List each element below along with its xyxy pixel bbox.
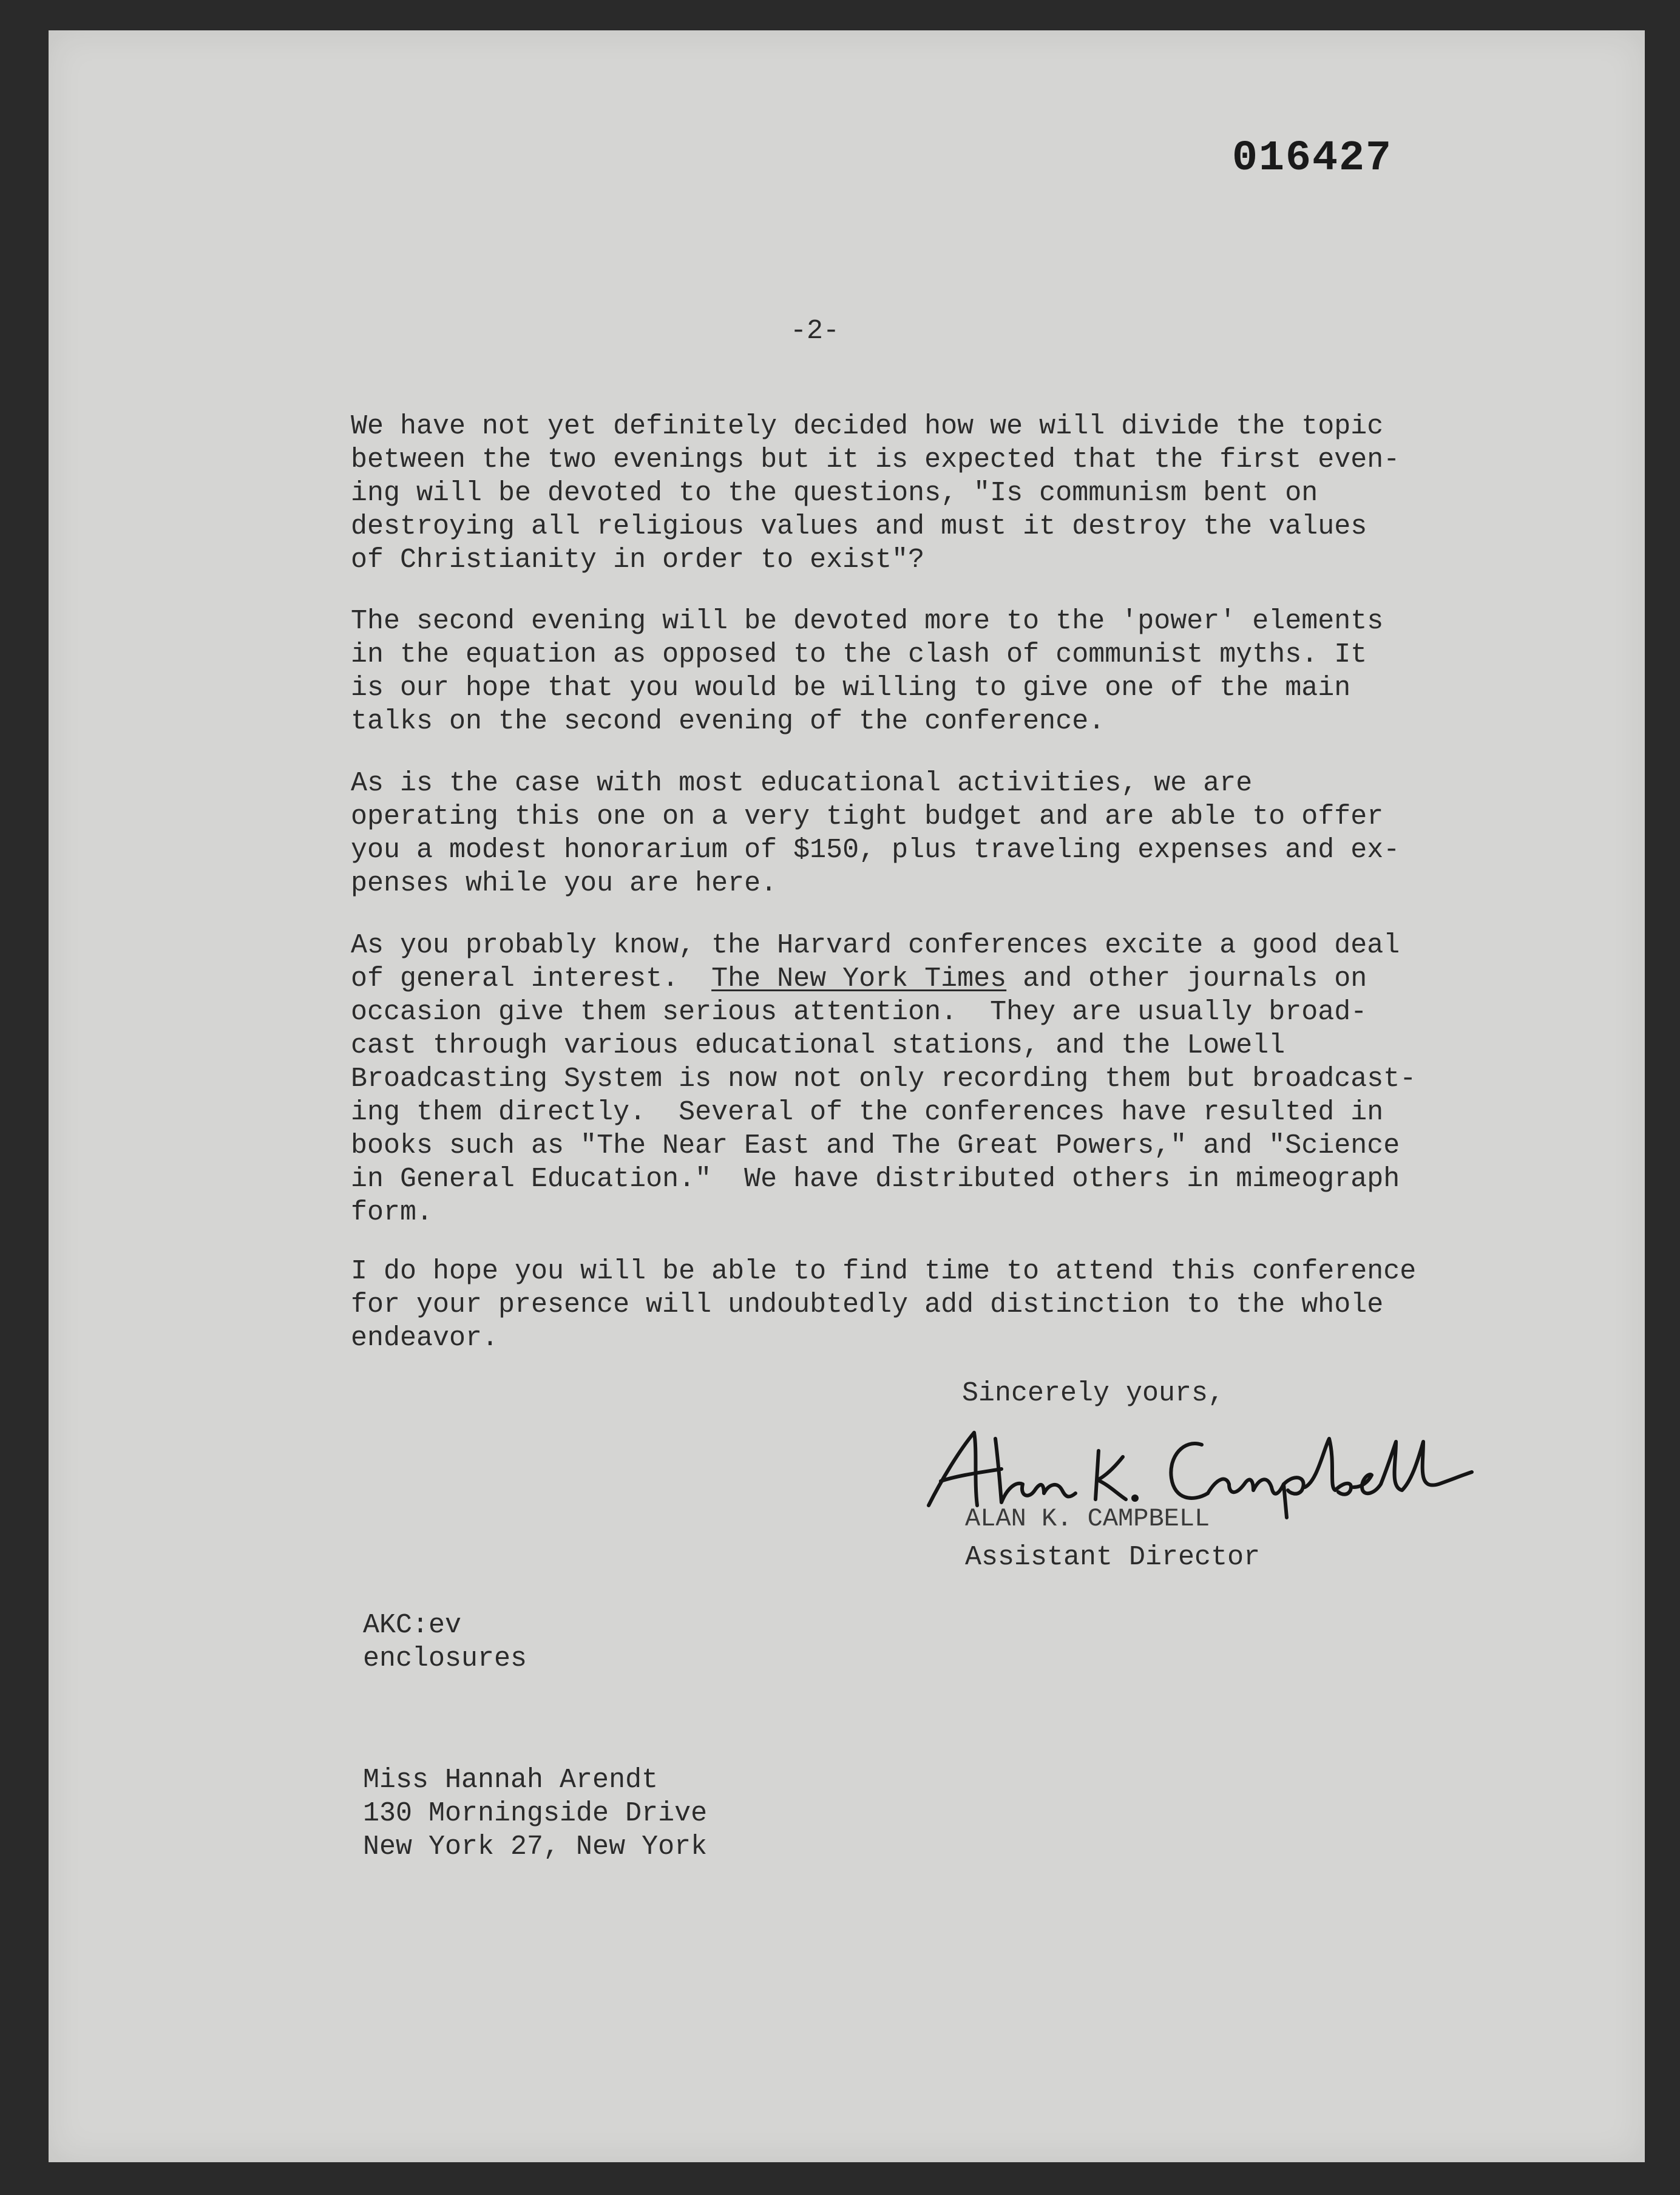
paragraph-line: As you probably know, the Harvard conferences excite a good deal <box>351 930 1400 961</box>
paragraph-3 <box>351 767 1407 900</box>
paragraph-line: We have not yet definitely decided how we will divide the topic <box>351 411 1384 442</box>
signer-name: ALAN K. CAMPBELL <box>965 1504 1210 1533</box>
signer-title: Assistant Director <box>965 1542 1261 1573</box>
paragraph-line: form. <box>351 1197 433 1228</box>
paragraph-line: between the two evenings but it is expected that the first even- <box>351 444 1400 475</box>
paragraph-line: As is the case with most educational activities, we are <box>351 768 1253 799</box>
paragraph-line: ing them directly. Several of the conferences have resulted in <box>351 1097 1384 1128</box>
newspaper-title: The New York Times <box>711 963 1007 994</box>
paragraph-line: in the equation as opposed to the clash of communist myths. It <box>351 639 1367 670</box>
paragraph-5 <box>351 1255 1417 1355</box>
line-text: and other journals on <box>1006 963 1367 994</box>
paragraph-line: destroying all religious values and must it destroy the values <box>351 511 1367 542</box>
paragraph-line: is our hope that you would be willing to give one of the main <box>351 673 1351 704</box>
paragraph-line: I do hope you will be able to find time to attend this conference <box>351 1256 1417 1287</box>
reference-block <box>363 1609 527 1675</box>
paragraph-line: ing will be devoted to the questions, "Is communism bent on <box>351 478 1318 509</box>
closing: Sincerely yours, <box>962 1378 1225 1409</box>
recipient-city: New York 27, New York <box>363 1831 708 1862</box>
page-marker: -2- <box>790 316 840 347</box>
paragraph-line: endeavor. <box>351 1323 499 1354</box>
recipient-street: 130 Morningside Drive <box>363 1798 708 1829</box>
recipient-name: Miss Hannah Arendt <box>363 1765 659 1796</box>
paragraph-line: talks on the second evening of the conference. <box>351 706 1105 737</box>
paragraph-line: in General Education." We have distributed others in mimeograph <box>351 1164 1400 1195</box>
paragraph-1 <box>351 410 1407 577</box>
typist-initials: AKC:ev <box>363 1610 462 1641</box>
document-number: 016427 <box>1232 135 1393 183</box>
paragraph-line: you a modest honorarium of $150, plus traveling expenses and ex- <box>351 835 1400 866</box>
paragraph-line: for your presence will undoubtedly add distinction to the whole <box>351 1289 1384 1320</box>
line-text: of general interest. <box>351 963 712 994</box>
paragraph-2 <box>351 605 1407 738</box>
paragraph-line: Broadcasting System is now not only recording them but broadcast- <box>351 1064 1417 1094</box>
paragraph-line: penses while you are here. <box>351 868 777 899</box>
paragraph-4 <box>351 929 1417 1229</box>
paragraph-line: cast through various educational stations, and the Lowell <box>351 1030 1285 1061</box>
paragraph-line: of Christianity in order to exist"? <box>351 545 925 575</box>
paragraph-line <box>351 962 1407 996</box>
paragraph-line: books such as "The Near East and The Great Powers," and "Science <box>351 1130 1400 1161</box>
recipient-address <box>363 1763 707 1864</box>
paragraph-line: occasion give them serious attention. They are usually broad- <box>351 997 1367 1028</box>
paragraph-line: operating this one on a very tight budget and are able to offer <box>351 801 1384 832</box>
paragraph-line: The second evening will be devoted more to the 'power' elements <box>351 606 1384 637</box>
enclosures-note: enclosures <box>363 1643 527 1674</box>
